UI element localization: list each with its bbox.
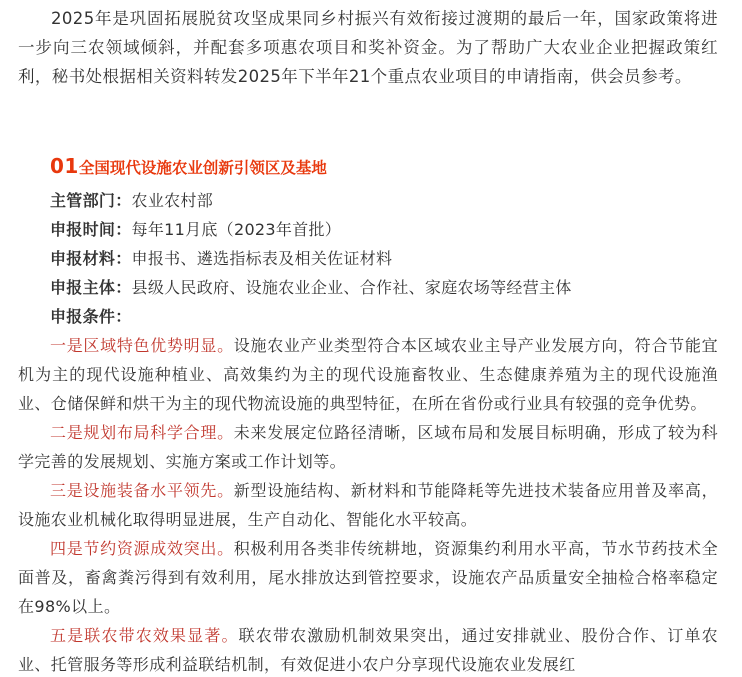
meta-value: 农业农村部: [131, 191, 214, 210]
section-title-text: 全国现代设施农业创新引领区及基地: [78, 159, 327, 177]
condition-text: 新型设施结构、新材料和节能降耗等先进技术装备应用普及率高，设施农业机械化取得明显进展，生产自动化、智能化水平较高。: [18, 481, 718, 529]
meta-key: 申报材料：: [50, 249, 132, 268]
condition-text: 设施农业产业类型符合本区域农业主导产业发展方向，符合节能宜机为主的现代设施种植业、高效集约为主的现代设施畜牧业、生态健康养殖为主的现代设施渔业、仓储保鲜和烘干为主的现代物流设施的典型特征，在所在省份或行业具有较强的竞争优势。: [18, 336, 718, 413]
condition-item: [18, 331, 718, 418]
section-number: 01: [50, 154, 79, 178]
intro-paragraph: 2025年是巩固拓展脱贫攻坚成果同乡村振兴有效衔接过渡期的最后一年，国家政策将进一步向三农领域倾斜，并配套多项惠农项目和奖补资金。为了帮助广大农业企业把握政策红利，秘书处根据相关资料转发2025年下半年21个重点农业项目的申请指南，供会员参考。: [18, 9, 718, 86]
meta-materials: [18, 244, 718, 273]
condition-highlight: 二是规划布局科学合理。: [50, 423, 234, 442]
condition-text: 积极利用各类非传统耕地，资源集约利用水平高，节水节药技术全面普及，畜禽粪污得到有效利用，尾水排放达到管控要求，设施农产品质量安全抽检合格率稳定在98%以上。: [18, 539, 718, 616]
meta-department: [18, 186, 718, 215]
condition-item: [18, 476, 718, 534]
meta-value: 县级人民政府、设施农业企业、合作社、家庭农场等经营主体: [131, 278, 572, 297]
condition-item: [18, 418, 718, 476]
condition-item: [18, 534, 718, 621]
project-section-01: [18, 148, 718, 677]
meta-applicant: [18, 273, 718, 302]
condition-highlight: 一是区域特色优势明显。: [50, 336, 234, 355]
condition-text: 未来发展定位路径清晰，区域布局和发展目标明确，形成了较为科学完善的发展规划、实施方案或工作计划等。: [18, 423, 718, 471]
meta-key: 主管部门：: [50, 191, 132, 210]
meta-key: 申报主体：: [50, 278, 132, 297]
condition-highlight: 四是节约资源成效突出。: [50, 539, 234, 558]
meta-value: 每年11月底（2023年首批）: [131, 220, 342, 239]
meta-key: 申报条件：: [50, 307, 132, 326]
condition-text: 联农带农激励机制效果突出，通过安排就业、股份合作、订单农业、托管服务等形成利益联结机制，有效促进小农户分享现代设施农业发展红: [18, 626, 718, 674]
section-title: [18, 148, 718, 186]
condition-highlight: 五是联农带农效果显著。: [50, 626, 239, 645]
meta-value: 申报书、遴选指标表及相关佐证材料: [131, 249, 393, 268]
condition-item: [18, 621, 718, 677]
condition-highlight: 三是设施装备水平领先。: [50, 481, 234, 500]
meta-conditions: [18, 302, 718, 331]
meta-time: [18, 215, 718, 244]
meta-key: 申报时间：: [50, 220, 132, 239]
